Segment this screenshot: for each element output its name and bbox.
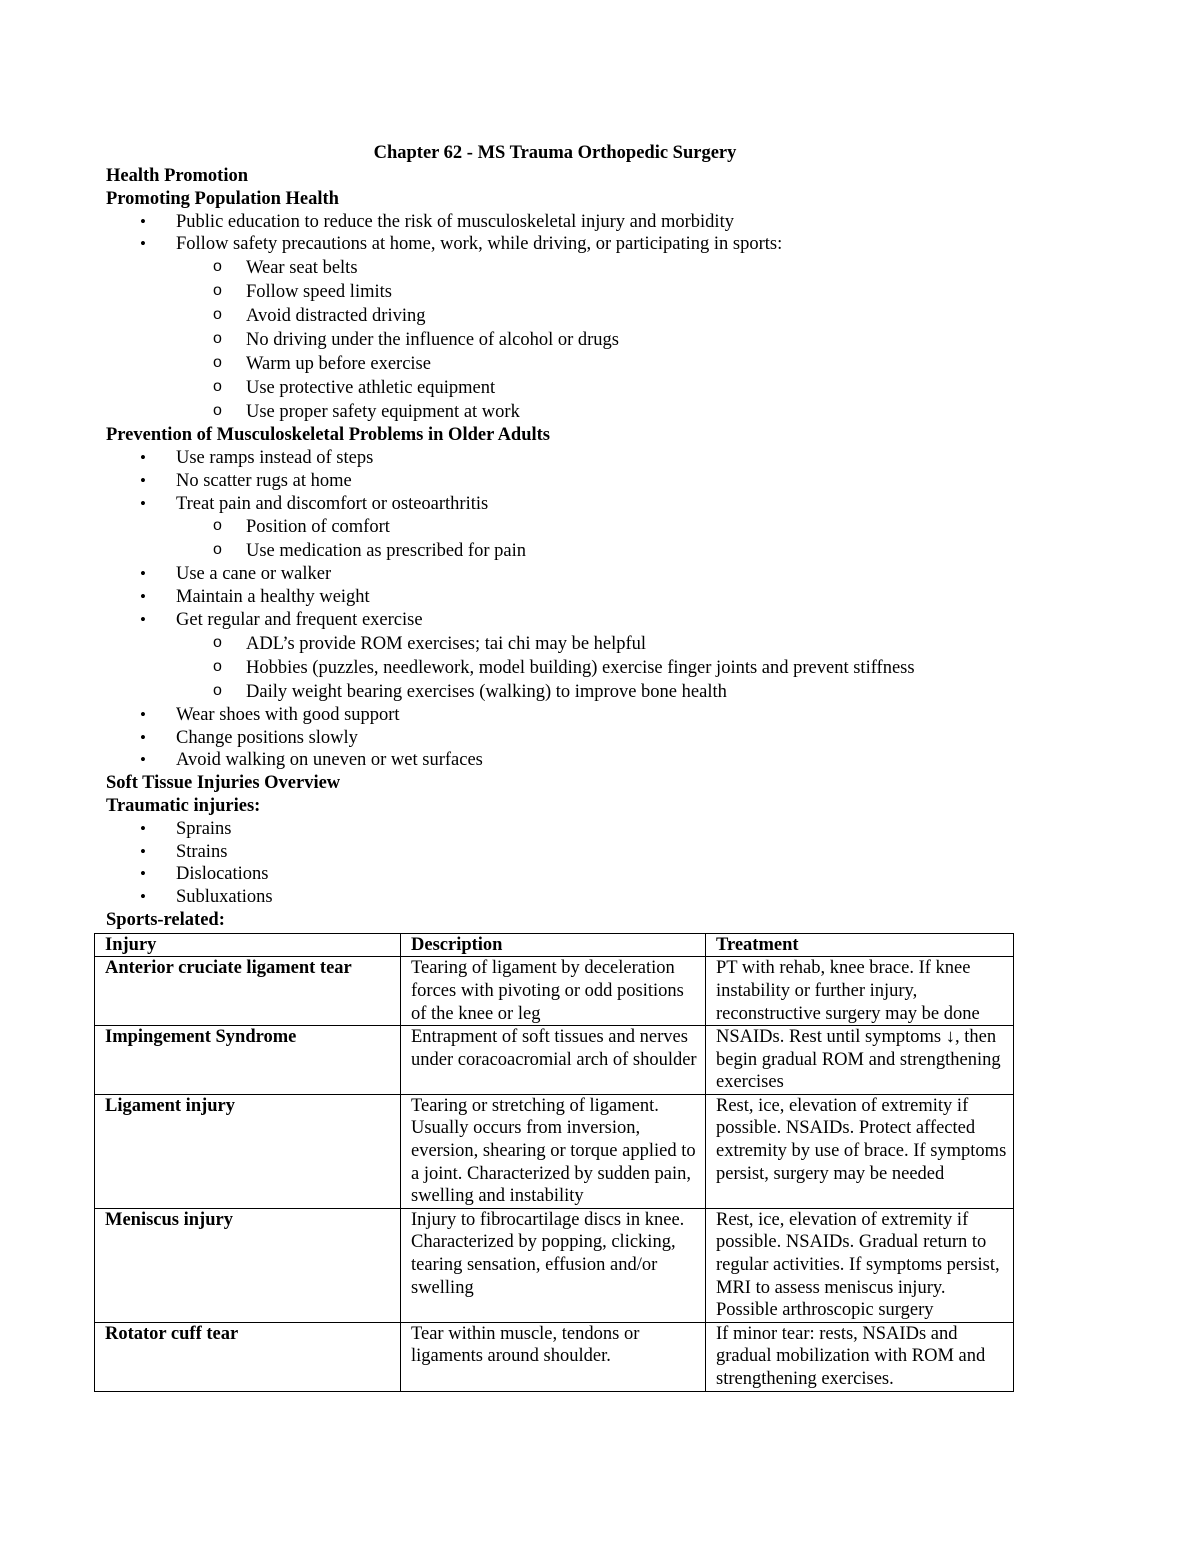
sub-list-item [106, 632, 1016, 656]
list-item-text: Use ramps instead of steps [176, 447, 374, 468]
list-item-text: Treat pain and discomfort or osteoarthritis [176, 493, 489, 514]
sub-list-item-text: Daily weight bearing exercises (walking) to improve bone health [246, 681, 727, 702]
bullet-marker: • [140, 818, 146, 838]
bullet-marker: • [140, 564, 146, 584]
treatment-cell: If minor tear: rests, NSAIDs and gradual mobilization with ROM and strengthening exercises. [706, 1322, 1014, 1391]
header-treatment: Treatment [706, 933, 1014, 957]
header-injury: Injury [95, 933, 401, 957]
list-item-text: Maintain a healthy weight [176, 587, 370, 608]
sub-bullet-marker: o [213, 378, 222, 396]
bullet-marker: • [140, 750, 146, 770]
treatment-cell: NSAIDs. Rest until symptoms ↓, then begin gradual ROM and strengthening exercises [706, 1026, 1014, 1095]
list-item [106, 563, 1016, 586]
sub-bullet-marker: o [213, 633, 222, 651]
sub-bullet-marker: o [213, 657, 222, 675]
list-item-text: No scatter rugs at home [176, 470, 352, 491]
sub-list-item [106, 280, 1016, 304]
header-description: Description [401, 933, 706, 957]
sub-list-item [106, 400, 1016, 424]
sub-list-item-text: ADL’s provide ROM exercises; tai chi may be helpful [246, 633, 647, 654]
bullet-marker: • [140, 841, 146, 861]
injury-cell: Anterior cruciate ligament tear [95, 957, 401, 1026]
sub-list-item-text: Use medication as prescribed for pain [246, 541, 526, 562]
list-older-adults [106, 447, 1016, 772]
table-body [95, 957, 1014, 1391]
treatment-cell: Rest, ice, elevation of extremity if possible. NSAIDs. Protect affected extremity by use of brace. If symptoms persist, surgery may be needed [706, 1094, 1014, 1208]
description-cell: Injury to fibrocartilage discs in knee. Characterized by popping, clicking, tearing sensation, effusion and/or swelling [401, 1208, 706, 1322]
sub-bullet-marker: o [213, 282, 222, 300]
table-row [95, 1208, 1014, 1322]
sub-list-item [106, 304, 1016, 328]
bullet-marker: • [140, 727, 146, 747]
sub-bullet-marker: o [213, 681, 222, 699]
sub-bullet-marker: o [213, 330, 222, 348]
description-cell: Tearing or stretching of ligament. Usually occurs from inversion, eversion, shearing or torque applied to a joint. Characterized by sudden pain, swelling and instability [401, 1094, 706, 1208]
list-item [106, 211, 1016, 234]
sub-bullet-marker: o [213, 402, 222, 420]
injury-cell: Rotator cuff tear [95, 1322, 401, 1391]
sub-list-item [106, 680, 1016, 704]
sub-list-item [106, 376, 1016, 400]
bullet-marker: • [140, 493, 146, 513]
table-row [95, 1322, 1014, 1391]
bullet-marker: • [140, 864, 146, 884]
list-item-text: Public education to reduce the risk of musculoskeletal injury and morbidity [176, 211, 734, 232]
description-cell: Tear within muscle, tendons or ligaments around shoulder. [401, 1322, 706, 1391]
sub-list-item-text: Use proper safety equipment at work [246, 402, 520, 423]
sub-list-item-text: Use protective athletic equipment [246, 378, 496, 399]
list-item-text: Wear shoes with good support [176, 704, 400, 725]
list-traumatic-injuries [106, 818, 1016, 909]
injury-cell: Meniscus injury [95, 1208, 401, 1322]
heading-soft-tissue-injuries: Soft Tissue Injuries Overview [106, 773, 341, 794]
sub-list-item-text: No driving under the influence of alcohol or drugs [246, 330, 619, 351]
list-item [106, 609, 1016, 632]
bullet-marker: • [140, 609, 146, 629]
table-header-row [95, 933, 1014, 957]
heading-health-promotion: Health Promotion [106, 166, 248, 186]
list-population-health [106, 211, 1016, 425]
sub-bullet-marker: o [213, 517, 222, 535]
sub-list-item [106, 328, 1016, 352]
heading-traumatic-injuries: Traumatic injuries: [106, 795, 261, 816]
document-page [106, 142, 1016, 1392]
treatment-cell: Rest, ice, elevation of extremity if possible. NSAIDs. Gradual return to regular activities. If symptoms persist, MRI to assess meniscus injury. Possible arthroscopic surgery [706, 1208, 1014, 1322]
sports-injury-table [94, 933, 1014, 1392]
description-cell: Tearing of ligament by deceleration forces with pivoting or odd positions of the knee or leg [401, 957, 706, 1026]
list-item-text: Sprains [176, 818, 232, 839]
sub-list [106, 632, 1016, 704]
sub-list-item [106, 539, 1016, 563]
sub-list-item-text: Warm up before exercise [246, 354, 431, 375]
list-item-text: Avoid walking on uneven or wet surfaces [176, 750, 483, 771]
sub-bullet-marker: o [213, 541, 222, 559]
list-item [106, 704, 1016, 727]
sub-bullet-marker: o [213, 306, 222, 324]
table-row [95, 957, 1014, 1026]
sub-list-item-text: Avoid distracted driving [246, 306, 426, 327]
heading-sports-related: Sports-related: [106, 909, 225, 930]
list-item [106, 818, 1016, 841]
injury-cell: Impingement Syndrome [95, 1026, 401, 1095]
table-row [95, 1094, 1014, 1208]
list-item [106, 470, 1016, 493]
description-cell: Entrapment of soft tissues and nerves under coracoacromial arch of shoulder [401, 1026, 706, 1095]
page-title: Chapter 62 - MS Trauma Orthopedic Surgery [373, 143, 737, 163]
bullet-marker: • [140, 470, 146, 490]
sub-list-item [106, 256, 1016, 280]
list-item [106, 233, 1016, 256]
bullet-marker: • [140, 447, 146, 467]
sub-list-item-text: Wear seat belts [246, 258, 358, 279]
bullet-marker: • [140, 704, 146, 724]
sub-list-item [106, 352, 1016, 376]
sub-list [106, 256, 1016, 424]
bullet-marker: • [140, 887, 146, 907]
list-item [106, 841, 1016, 864]
list-item-text: Follow safety precautions at home, work, while driving, or participating in sports: [176, 234, 783, 255]
sub-list-item-text: Position of comfort [246, 517, 390, 538]
table-row [95, 1026, 1014, 1095]
treatment-cell: PT with rehab, knee brace. If knee instability or further injury, reconstructive surgery may be done [706, 957, 1014, 1026]
sub-list-item [106, 656, 1016, 680]
list-item-text: Use a cane or walker [176, 564, 332, 585]
list-item [106, 886, 1016, 909]
heading-promoting-population-health: Promoting Population Health [106, 188, 339, 209]
sub-list-item-text: Hobbies (puzzles, needlework, model building) exercise finger joints and prevent stiffness [246, 657, 915, 678]
list-item [106, 727, 1016, 750]
list-item-text: Strains [176, 841, 228, 862]
sub-bullet-marker: o [213, 354, 222, 372]
list-item [106, 586, 1016, 609]
list-item-text: Subluxations [176, 887, 273, 908]
list-item-text: Get regular and frequent exercise [176, 609, 423, 630]
list-item [106, 749, 1016, 772]
list-item-text: Change positions slowly [176, 727, 358, 748]
list-item [106, 863, 1016, 886]
bullet-marker: • [140, 587, 146, 607]
sub-list-item [106, 515, 1016, 539]
bullet-marker: • [140, 234, 146, 254]
heading-prevention-older-adults: Prevention of Musculoskeletal Problems in Older Adults [106, 425, 551, 446]
sub-list [106, 515, 1016, 563]
list-item [106, 493, 1016, 516]
injury-cell: Ligament injury [95, 1094, 401, 1208]
sub-list-item-text: Follow speed limits [246, 282, 392, 303]
sub-bullet-marker: o [213, 258, 222, 276]
bullet-marker: • [140, 211, 146, 231]
list-item [106, 447, 1016, 470]
list-item-text: Dislocations [176, 864, 269, 885]
